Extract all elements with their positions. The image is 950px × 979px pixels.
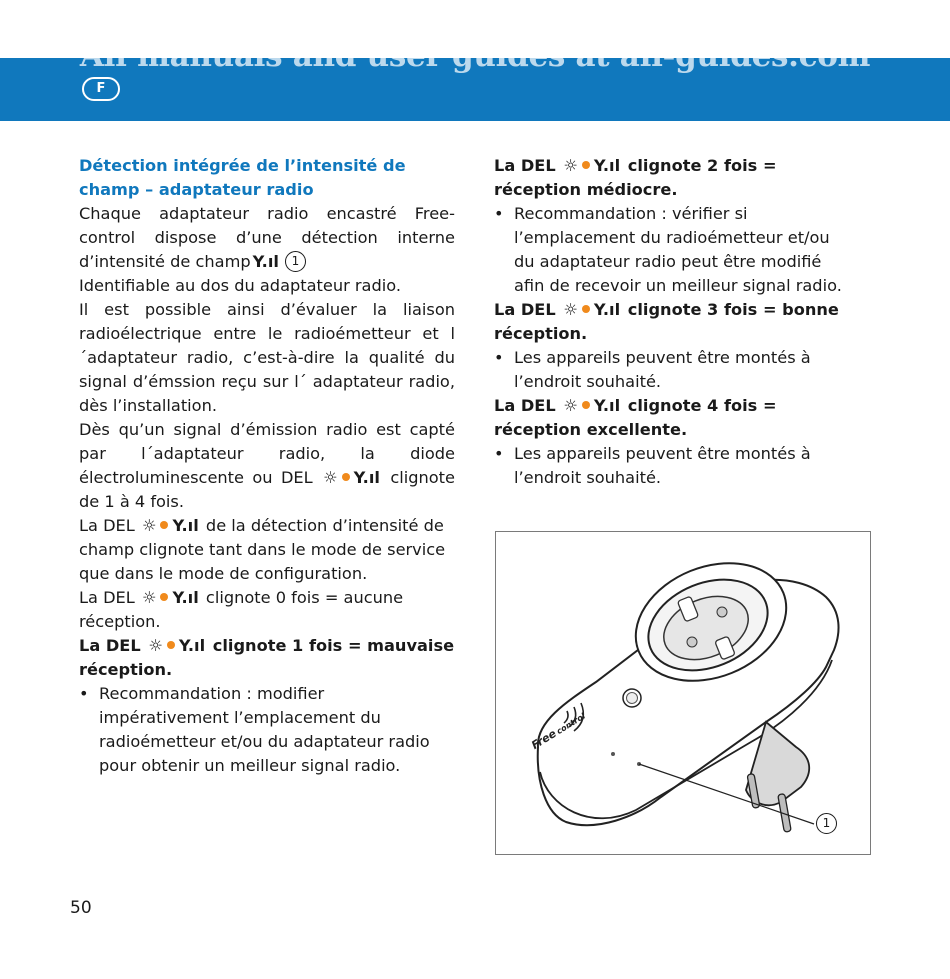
led-dot-icon <box>582 305 590 313</box>
sun-icon: ☼ <box>148 636 163 655</box>
list-item: • Les appareils peuvent être montés à l’endroit souhaité. <box>494 444 811 487</box>
sun-icon: ☼ <box>323 468 338 487</box>
led-symbol <box>563 394 620 418</box>
heading-four-blinks: La DEL ☼ Y.ıl clignote 4 fois = réception excellente. <box>494 396 777 439</box>
page-number: 50 <box>70 898 92 918</box>
signal-strength-icon: Y.ıl <box>178 636 206 655</box>
led-dot-icon <box>160 593 168 601</box>
led-symbol <box>142 514 199 538</box>
watermark-text: All manuals and user guides at all-guides.com <box>79 38 871 74</box>
bullet-icon: • <box>494 444 504 463</box>
led-symbol <box>563 154 620 178</box>
signal-strength-icon: Y.ıl <box>353 468 380 487</box>
signal-strength-icon: Y.ıl <box>252 252 279 271</box>
sun-icon: ☼ <box>563 156 578 175</box>
sun-icon: ☼ <box>141 588 157 607</box>
signal-strength-icon: Y.ıl <box>593 156 621 175</box>
signal-strength-icon: Y.ıl <box>593 396 621 415</box>
led-dot-icon <box>582 401 590 409</box>
list-item: • Recommandation : vérifier si l’emplacement du radioémetteur et/ou du adaptateur radio peut être modifié afin de recevoir un meilleur signal radio. <box>494 204 842 295</box>
paragraph-zero-blink: La DEL ☼ Y.ıl clignote 0 fois = aucune réception. <box>79 588 404 631</box>
paragraph-modes: La DEL ☼ Y.ıl de la détection d’intensité de champ clignote tant dans le mode de service que dans le mode de configuration. <box>79 516 446 583</box>
led-symbol <box>253 250 279 274</box>
paragraph-evaluation: Il est possible ainsi d’évaluer la liaison radioélectrique entre le radioémetteur et l´adaptateur radio, c’est-à-dire la qualité du signal d’émssion reçu sur l´ adaptateur radio, dès l’installation. <box>79 300 455 415</box>
heading-two-blinks: La DEL ☼ Y.ıl clignote 2 fois = réception médiocre. <box>494 156 777 199</box>
sun-icon: ☼ <box>563 396 578 415</box>
led-symbol <box>323 466 380 490</box>
led-symbol <box>563 298 620 322</box>
paragraph-intro: Chaque adaptateur radio encastré Free-control dispose d’une détection interne d’intensité de champ Y.ıl 1 <box>79 202 455 274</box>
heading-one-blink: La DEL ☼ Y.ıl clignote 1 fois = mauvaise réception. <box>79 636 455 679</box>
heading-three-blinks: La DEL ☼ Y.ıl clignote 3 fois = bonne réception. <box>494 300 839 343</box>
list-item: • Les appareils peuvent être montés à l’endroit souhaité. <box>494 348 811 391</box>
adapter-figure <box>495 531 871 855</box>
bullet-icon: • <box>79 684 89 703</box>
led-symbol <box>148 634 205 658</box>
list-item: • Recommandation : modifier impérativement l’emplacement du radioémetteur et/ou du adaptateur radio pour obtenir un meilleur signal radio. <box>79 684 430 775</box>
sun-icon: ☼ <box>563 300 578 319</box>
led-dot-icon <box>160 521 168 529</box>
figure-callout: 1 <box>816 813 837 834</box>
led-dot-icon <box>582 161 590 169</box>
language-badge: F <box>82 77 120 101</box>
paragraph-location: Identifiable au dos du adaptateur radio. <box>79 276 402 295</box>
signal-strength-icon: Y.ıl <box>172 588 199 607</box>
section-heading: Détection intégrée de l’intensité de champ – adaptateur radio <box>79 156 406 199</box>
radio-adapter-illustration <box>496 532 872 856</box>
bullet-icon: • <box>494 348 504 367</box>
led-symbol <box>142 586 199 610</box>
sun-icon: ☼ <box>141 516 157 535</box>
led-dot-icon <box>167 641 175 649</box>
signal-strength-icon: Y.ıl <box>172 516 199 535</box>
signal-strength-icon: Y.ıl <box>593 300 621 319</box>
bullet-icon: • <box>494 204 504 223</box>
left-column <box>79 154 455 778</box>
led-dot-icon <box>342 473 350 481</box>
right-column <box>494 154 854 490</box>
callout-reference: 1 <box>285 251 306 272</box>
free-control-logo: Freecontrol <box>529 711 587 753</box>
paragraph-blink: Dès qu’un signal d’émission radio est capté par l´adaptateur radio, la diode électroluminescente ou DEL ☼ Y.ıl clignote de 1 à 4 fois. <box>79 420 455 511</box>
